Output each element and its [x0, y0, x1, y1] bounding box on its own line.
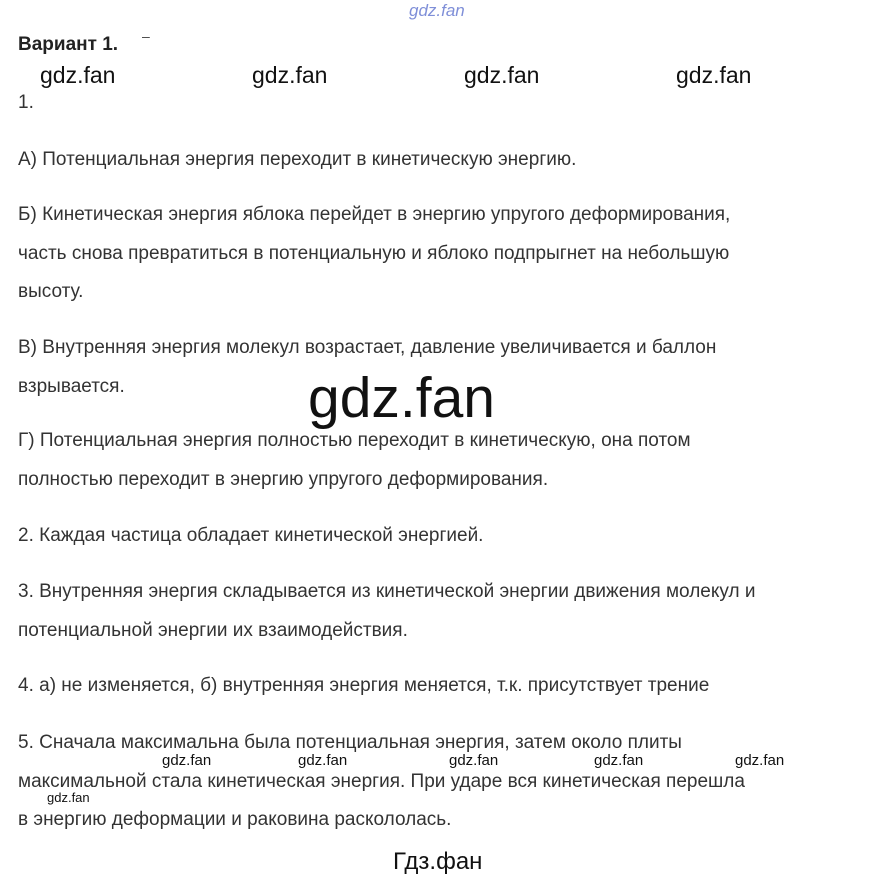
answer-3 [18, 573, 755, 650]
answer-2 [18, 517, 483, 556]
answer-5-line-1: 5. Сначала максимальна была потенциальная энергия, затем около плиты [18, 732, 682, 753]
title-mark: – [142, 28, 150, 44]
answer-4 [18, 667, 709, 706]
answer-g-line-2: полностью переходит в энергию упругого деформирования. [18, 468, 549, 490]
watermark-row-4: gdz.fan [676, 62, 752, 88]
watermark-small-3: gdz.fan [449, 752, 499, 769]
watermark-big: gdz.fan [308, 366, 495, 430]
watermark-row-2: gdz.fan [252, 62, 328, 88]
answer-5-line-2: максимальной стала кинетическая энергия. При ударе вся кинетическая перешла [18, 770, 745, 792]
answer-2-line-1: 2. Каждая частица обладает кинетической энергией. [18, 525, 484, 546]
answer-b [18, 196, 730, 312]
watermark-row-3: gdz.fan [464, 62, 540, 88]
watermark-row-1: gdz.fan [40, 62, 116, 88]
watermark-tiny: gdz.fan [47, 790, 90, 805]
watermark-small-2: gdz.fan [298, 752, 348, 769]
footer-site-name: Гдз.фан [393, 848, 483, 875]
answer-4-line-1: 4. а) не изменяется, б) внутренняя энергия меняется, т.к. присутствует трение [18, 675, 710, 696]
answer-b-line-3: высоту. [18, 281, 84, 302]
answer-5-line-3: в энергию деформации и раковина раскололась. [18, 809, 452, 830]
answer-3-line-1: 3. Внутренняя энергия складывается из кинетической энергии движения молекул и [18, 581, 756, 602]
answer-b-line-1: Б) Кинетическая энергия яблока перейдет в энергию упругого деформирования, [18, 204, 731, 225]
answer-g [18, 422, 691, 499]
item-1-number: 1. [18, 92, 34, 113]
answer-b-line-2: часть снова превратиться в потенциальную и яблоко подпрыгнет на небольшую [18, 242, 730, 264]
answer-a-line-1: А) Потенциальная энергия переходит в кинетическую энергию. [18, 149, 577, 170]
variant-title: Вариант 1. [18, 34, 119, 55]
watermark-small-4: gdz.fan [594, 752, 644, 769]
answer-g-line-1: Г) Потенциальная энергия полностью переходит в кинетическую, она потом [18, 430, 691, 451]
watermark-small-5: gdz.fan [735, 752, 785, 769]
watermark-top: gdz.fan [409, 1, 465, 20]
answer-a [18, 141, 576, 180]
answer-3-line-2: потенциальной энергии их взаимодействия. [18, 619, 408, 641]
answer-5 [18, 724, 745, 840]
watermark-small-1: gdz.fan [162, 752, 212, 769]
answer-v-line-2: взрывается. [18, 375, 125, 397]
answer-v-line-1: В) Внутренняя энергия молекул возрастает, давление увеличивается и баллон [18, 337, 717, 358]
